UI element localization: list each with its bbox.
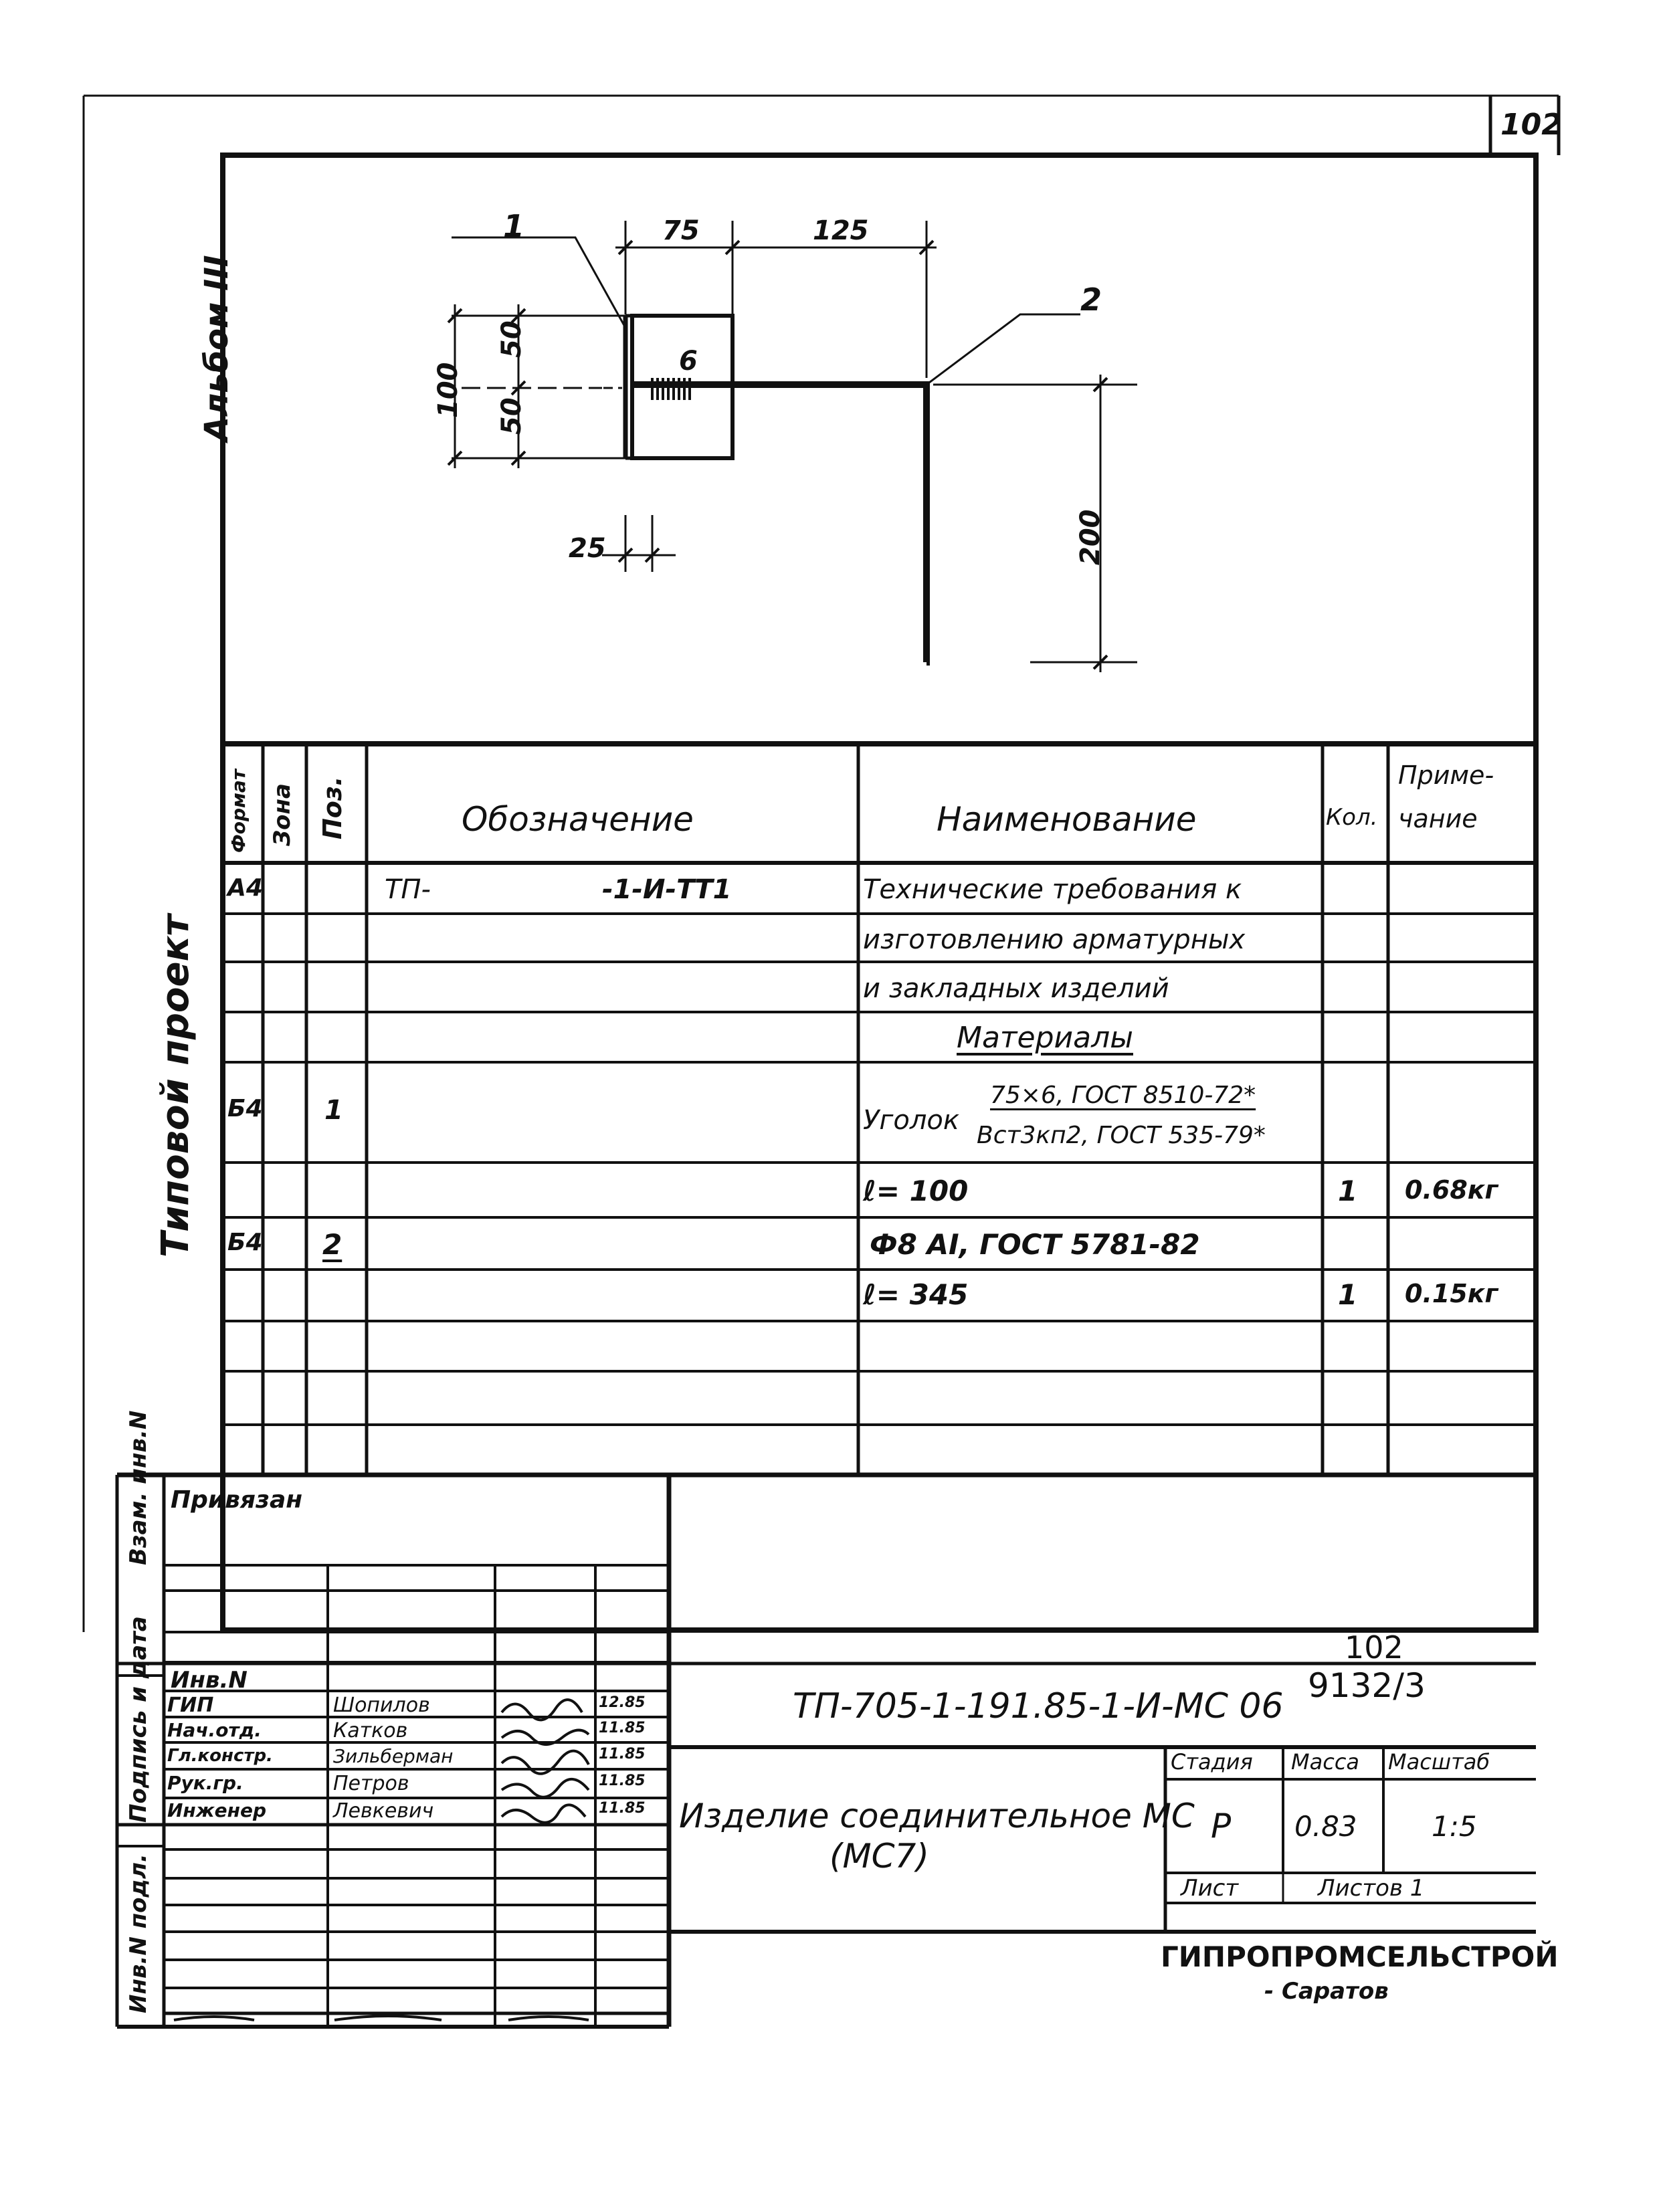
mass-value: 0.83 [1294, 1810, 1357, 1843]
inv-orig-label: Взам. инв.N [125, 1410, 152, 1565]
staff-role-2: Нач.отд. [167, 1719, 262, 1741]
header-qty: Кол. [1326, 804, 1378, 831]
row7-pos: 2 [322, 1228, 343, 1261]
archive-number-bottom: 9132/3 [1308, 1666, 1426, 1705]
dim-6: 6 [679, 346, 698, 377]
archive-number-top: 102 [1345, 1629, 1403, 1666]
staff-date-2: 11.85 [599, 1720, 646, 1736]
inv-podl-label: Инв.N подл. [125, 1853, 152, 2013]
staff-name-1: Шопилов [333, 1694, 430, 1717]
sheet-number: 102 [1500, 108, 1562, 142]
row8-note: 0.15кг [1405, 1279, 1498, 1308]
row5-name-bottom: Вст3кп2, ГОСТ 535-79* [977, 1122, 1266, 1149]
staff-name-5: Левкевич [333, 1799, 434, 1823]
position-1-label: 1 [503, 208, 525, 244]
staff-date-1: 12.85 [599, 1694, 646, 1711]
position-2-label: 2 [1080, 282, 1102, 318]
scale-header: Масштаб [1388, 1749, 1490, 1775]
dim-75: 75 [662, 215, 700, 246]
drawing-title-line-1: Изделие соединительное МС [679, 1797, 1195, 1835]
header-zone: Зона [269, 783, 296, 846]
row1-name: Технические требования к [863, 874, 1242, 905]
row6-name: ℓ= 100 [863, 1175, 969, 1207]
header-format: Формат [227, 769, 250, 853]
inv-no-label: Инв.N [171, 1667, 248, 1694]
header-name: Наименование [937, 800, 1197, 839]
staff-date-3: 11.85 [599, 1746, 646, 1763]
dim-125: 125 [813, 215, 869, 246]
row7-name: Ф8 АI, ГОСТ 5781-82 [870, 1228, 1200, 1261]
row3-name: и закладных изделий [863, 973, 1169, 1004]
staff-role-5: Инженер [167, 1799, 267, 1821]
sign-date-label: Подпись и дата [125, 1616, 152, 1823]
dim-25: 25 [569, 533, 606, 564]
row5-pos: 1 [324, 1095, 343, 1126]
staff-name-4: Петров [333, 1772, 409, 1795]
staff-date-5: 11.85 [599, 1800, 646, 1817]
project-label: Типовой проект [154, 914, 197, 1258]
row1-format: А4 [227, 874, 263, 902]
dim-200: 200 [1075, 509, 1106, 565]
row1-designation-a: ТП- [385, 874, 431, 905]
staff-date-4: 11.85 [599, 1773, 646, 1789]
row5-name: Уголок [863, 1105, 960, 1136]
staff-name-3: Зильберман [333, 1745, 454, 1767]
privyazan-label: Привязан [171, 1486, 303, 1514]
sheet-label: Лист [1181, 1875, 1239, 1902]
row2-name: изготовлению арматурных [863, 924, 1246, 955]
organization-city: - Саратов [1264, 1978, 1389, 2005]
row7-format: Б4 [227, 1229, 263, 1256]
drawing-title-line-2: (МС7) [830, 1837, 929, 1876]
row1-designation-b: -1-И-ТТ1 [602, 874, 732, 905]
staff-role-4: Рук.гр. [167, 1772, 243, 1794]
staff-role-3: Гл.констр. [167, 1746, 273, 1766]
header-note-2: чание [1398, 804, 1478, 833]
sheets-label: Листов 1 [1318, 1875, 1425, 1902]
row6-qty: 1 [1338, 1175, 1358, 1207]
scale-value: 1:5 [1432, 1810, 1477, 1843]
row5-format: Б4 [227, 1095, 263, 1122]
row5-name-top: 75×6, ГОСТ 8510-72* [990, 1082, 1256, 1109]
album-label: Альбом III [198, 255, 235, 441]
dim-50-top: 50 [496, 320, 527, 358]
row8-name: ℓ= 345 [863, 1278, 969, 1311]
dim-50-bottom: 50 [496, 397, 527, 435]
stage-value: Р [1211, 1807, 1232, 1845]
document-code: ТП-705-1-191.85-1-И-МС 06 [793, 1686, 1284, 1726]
header-designation: Обозначение [462, 800, 694, 839]
mass-header: Масса [1291, 1749, 1360, 1775]
row8-qty: 1 [1338, 1278, 1358, 1311]
header-pos: Поз. [318, 776, 347, 839]
header-note-1: Приме- [1398, 761, 1494, 790]
staff-role-1: ГИП [167, 1694, 214, 1717]
materials-heading: Материалы [957, 1021, 1133, 1055]
dim-100: 100 [433, 362, 464, 418]
row6-note: 0.68кг [1405, 1175, 1498, 1205]
stage-header: Стадия [1171, 1749, 1253, 1775]
organization-name: ГИПРОПРОМСЕЛЬСТРОЙ [1161, 1940, 1559, 1973]
staff-name-2: Катков [333, 1719, 408, 1742]
